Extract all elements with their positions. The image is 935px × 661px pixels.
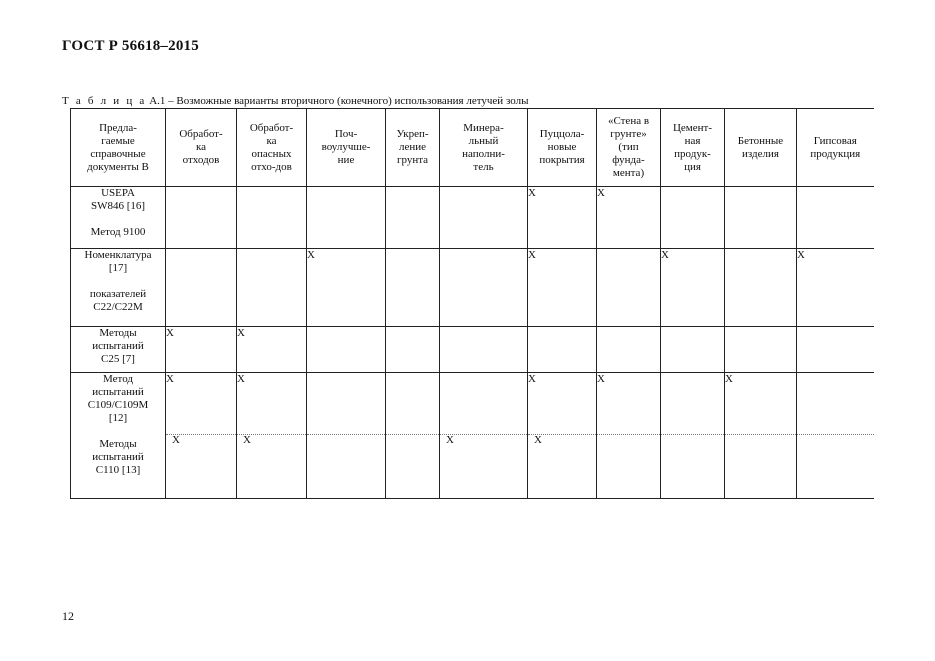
usage-mark: X — [797, 249, 805, 261]
dotted-divider — [725, 434, 796, 435]
usage-mark-cell — [237, 327, 307, 373]
cell-text-line: Бетонные — [737, 134, 784, 147]
column-header-0 — [71, 109, 166, 187]
cell-text-line: справочные — [90, 147, 146, 160]
cell-text-line: продукция — [810, 147, 861, 160]
usage-mark-cell — [307, 249, 386, 327]
reference-document-cell — [71, 327, 166, 373]
usage-mark-cell — [528, 327, 597, 373]
usage-mark-cell — [440, 249, 528, 327]
cell-text-line: документы В — [87, 160, 149, 173]
cell-text-line: Методы — [99, 327, 137, 339]
usage-mark-cell — [661, 249, 725, 327]
reference-document-cell — [71, 373, 166, 499]
cell-text-line: гаемые — [101, 134, 135, 147]
table-header-row — [71, 109, 874, 187]
cell-text-line: продук- — [674, 147, 711, 160]
column-header-2 — [237, 109, 307, 187]
usage-mark: X — [307, 249, 315, 261]
column-header-1 — [166, 109, 237, 187]
cell-text-line: грунта — [396, 154, 429, 166]
usage-mark-cell — [661, 187, 725, 249]
usage-mark-cell — [661, 373, 725, 499]
usage-mark-cell — [725, 187, 797, 249]
usage-mark-cell — [725, 327, 797, 373]
usage-mark: X — [528, 249, 536, 261]
dotted-divider — [661, 434, 724, 435]
usage-mark-cell — [797, 249, 874, 327]
usage-mark-cell — [797, 327, 874, 373]
cell-text-line: ка — [195, 141, 207, 153]
cell-text-line: ция — [684, 160, 701, 173]
cell-text-line: Пуццола- — [539, 128, 585, 140]
dotted-divider — [386, 434, 439, 435]
cell-text-line: Обработ- — [179, 128, 223, 140]
cell-text-line: отхо-дов — [251, 160, 292, 173]
column-header-8 — [661, 109, 725, 187]
usage-mark-cell — [440, 187, 528, 249]
column-header-7 — [597, 109, 661, 187]
line-gap — [71, 425, 165, 438]
usage-mark-cell — [386, 373, 440, 499]
usage-mark-cell — [725, 373, 797, 499]
document-header: ГОСТ Р 56618–2015 — [62, 38, 199, 54]
page-number: 12 — [62, 609, 74, 623]
usage-mark-cell — [237, 373, 307, 499]
usage-mark: X — [237, 327, 245, 339]
line-gap — [71, 275, 165, 288]
usage-mark: X — [237, 373, 245, 385]
cell-text-line: Минера- — [463, 121, 504, 134]
cell-text-line: Поч- — [334, 128, 358, 140]
usage-mark-cell — [166, 327, 237, 373]
cell-text-line: испытаний — [92, 451, 144, 463]
usage-mark-cell — [528, 249, 597, 327]
cell-text-line: опасных — [251, 147, 292, 160]
usage-mark: X — [166, 373, 174, 385]
usage-mark-cell — [797, 373, 874, 499]
table-caption — [62, 95, 528, 107]
usage-mark-cell — [307, 373, 386, 499]
column-header-9 — [725, 109, 797, 187]
usage-mark: X — [528, 373, 536, 385]
cell-text-line: «Стена в — [607, 115, 650, 127]
usage-mark-cell — [440, 327, 528, 373]
usage-mark-cell — [307, 187, 386, 249]
cell-text-line: льный — [468, 134, 499, 147]
cell-text-line: наполни- — [462, 147, 505, 160]
cell-text-line: C110 [13] — [95, 464, 141, 476]
column-header-3 — [307, 109, 386, 187]
cell-text-line: новые — [547, 141, 577, 153]
usage-mark-cell — [386, 327, 440, 373]
cell-text-line: Метод 9100 — [90, 226, 146, 238]
caption-text: А.1 – Возможные варианты вторичного (конечного) использования летучей золы — [146, 95, 529, 107]
cell-text-line: покрытия — [539, 154, 585, 166]
usage-mark-cell — [166, 249, 237, 327]
fly-ash-usage-table — [70, 108, 874, 499]
reference-document-cell — [71, 249, 166, 327]
usage-mark-cell — [237, 187, 307, 249]
cell-text-line: Номенклатура — [84, 249, 152, 261]
usage-mark-cell — [386, 249, 440, 327]
cell-text-line: Методы — [99, 438, 137, 450]
cell-text-line: Цемент- — [672, 121, 713, 134]
dotted-divider — [597, 434, 660, 435]
usage-mark: X — [172, 434, 180, 446]
cell-text-line: [17] — [108, 262, 128, 274]
cell-text-line: тель — [473, 160, 494, 173]
cell-text-line: Обработ- — [249, 121, 294, 134]
usage-mark: X — [597, 373, 605, 385]
cell-text-line: испытаний — [92, 386, 144, 398]
usage-mark-cell — [797, 187, 874, 249]
usage-mark-cell — [725, 249, 797, 327]
cell-text-line: грунте» — [610, 128, 647, 140]
usage-mark-cell — [166, 373, 237, 499]
cell-text-line: мента) — [612, 167, 645, 179]
table-row — [71, 327, 874, 373]
column-header-10 — [797, 109, 874, 187]
cell-text-line: C22/C22M — [93, 301, 143, 313]
cell-text-line: [12] — [108, 412, 128, 424]
usage-mark: X — [243, 434, 251, 446]
table-row — [71, 187, 874, 249]
column-header-4 — [386, 109, 440, 187]
usage-mark-cell — [440, 373, 528, 499]
cell-text-line: (тип — [618, 141, 639, 153]
cell-text-line: USEPA — [101, 187, 135, 199]
cell-text-line: ка — [266, 134, 277, 147]
cell-text-line: показателей — [89, 288, 147, 300]
usage-mark-cell — [386, 187, 440, 249]
usage-mark-cell — [597, 187, 661, 249]
usage-mark-cell — [597, 373, 661, 499]
dotted-divider — [307, 434, 385, 435]
cell-text-line: Метод — [103, 373, 133, 385]
usage-mark-cell — [661, 327, 725, 373]
cell-text-line: ная — [684, 134, 701, 147]
table-row — [71, 373, 874, 499]
usage-mark: X — [528, 187, 536, 199]
cell-text-line: Предла- — [99, 121, 137, 134]
usage-mark-cell — [528, 373, 597, 499]
cell-text-line: Гипсовая — [813, 134, 857, 147]
usage-mark: X — [597, 187, 605, 199]
usage-mark: X — [166, 327, 174, 339]
usage-mark-cell — [166, 187, 237, 249]
usage-mark: X — [446, 434, 454, 446]
table-row — [71, 249, 874, 327]
usage-mark: X — [534, 434, 542, 446]
caption-prefix: Т а б л и ц а — [62, 95, 147, 107]
cell-text-line: воулучше- — [321, 141, 371, 153]
reference-document-cell — [71, 187, 166, 249]
cell-text-line: фунда- — [612, 154, 645, 166]
cell-text-line: ление — [398, 141, 427, 153]
usage-mark-cell — [307, 327, 386, 373]
usage-mark: X — [725, 373, 733, 385]
column-header-5 — [440, 109, 528, 187]
cell-text-line: SW846 [16] — [90, 200, 146, 212]
usage-mark-cell — [597, 249, 661, 327]
usage-mark-cell — [237, 249, 307, 327]
cell-text-line: изделия — [742, 147, 779, 160]
column-header-6 — [528, 109, 597, 187]
line-gap — [71, 213, 165, 226]
usage-mark-cell — [528, 187, 597, 249]
usage-mark-cell — [597, 327, 661, 373]
cell-text-line: C109/C109M — [87, 399, 149, 411]
cell-text-line: испытаний — [92, 340, 144, 352]
cell-text-line: ние — [337, 154, 355, 166]
usage-mark: X — [661, 249, 669, 261]
dotted-divider — [797, 434, 874, 435]
cell-text-line: отходов — [182, 154, 220, 166]
cell-text-line: C25 [7] — [101, 353, 135, 365]
cell-text-line: Укреп- — [396, 128, 429, 140]
